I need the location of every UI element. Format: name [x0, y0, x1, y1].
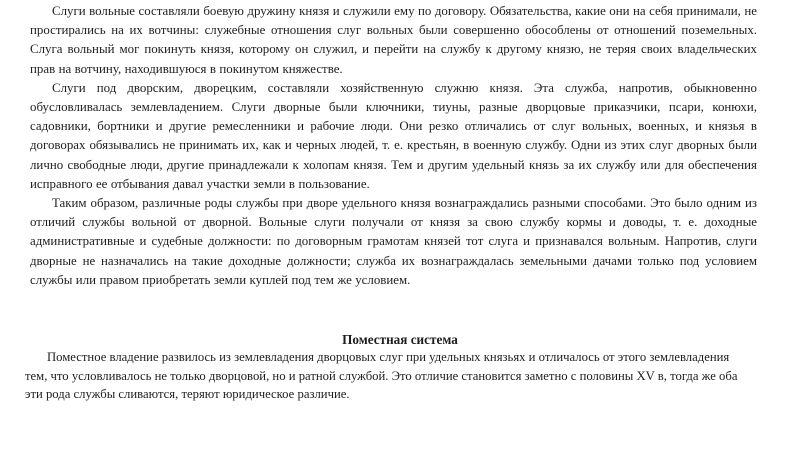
main-text	[30, 2, 757, 290]
paragraph-estate-system: Поместное владение развилось из землевладения дворцовых слуг при удельных князьях и отличалось от этого землевладения тем, что условливалось не только дворцовой, но и ратной службой. Это отличие становится заметно с половины XV в, тогда же оба эти рода службы сливаются, теряют юридическое различие.	[25, 350, 738, 402]
section-heading: Поместная система	[342, 332, 458, 347]
section-text	[25, 348, 745, 404]
paragraph-free-servants: Слуги вольные составляли боевую дружину князя и служили ему по договору. Обязательства, какие они на себя принимали, не простирались на их вотчины: служебные отношения слуг вольных были совершенно обособлены от отношений поземельных. Слуга вольный мог покинуть князя, которому он служил, и перейти на службу к другому князю, не теряя своих владельческих прав на вотчину, находившуюся в покинутом княжестве.	[30, 4, 757, 76]
paragraph-rewards: Таким образом, различные роды службы при дворе удельного князя вознаграждались разными способами. Это было одним из отличий службы вольной от дворной. Вольные слуги получали от князя за свою службу кормы и доводы, т. е. доходные административные и судебные должности: по договорным грамотам князей тот слуга и признавался вольным. Напротив, слуги дворные не назначались на такие доходные должности; служба их вознаграждалась земельными дачами только под условием службы или правом приобретать земли куплей под тем же условием.	[30, 196, 757, 287]
paragraph-court-servants: Слуги под дворским, дворецким, составляли хозяйственную служню князя. Эта служба, напротив, обыкновенно обусловливалась землевладением. Слуги дворные были ключники, тиуны, разные дворцовые приказчики, псари, конюхи, садовники, бортники и другие ремесленники и рабочие люди. Они резко отличались от слуг вольных, военных, и князья в договорах обязывались не принимать их, как и черных людей, т. е. крестьян, в военную службу. Одни из этих слуг дворных были лично свободные люди, другие принадлежали к холопам князя. Тем и другим удельный князь за их службу или для обеспечения исправного ее отбывания давал участки земли в пользование.	[30, 80, 757, 191]
